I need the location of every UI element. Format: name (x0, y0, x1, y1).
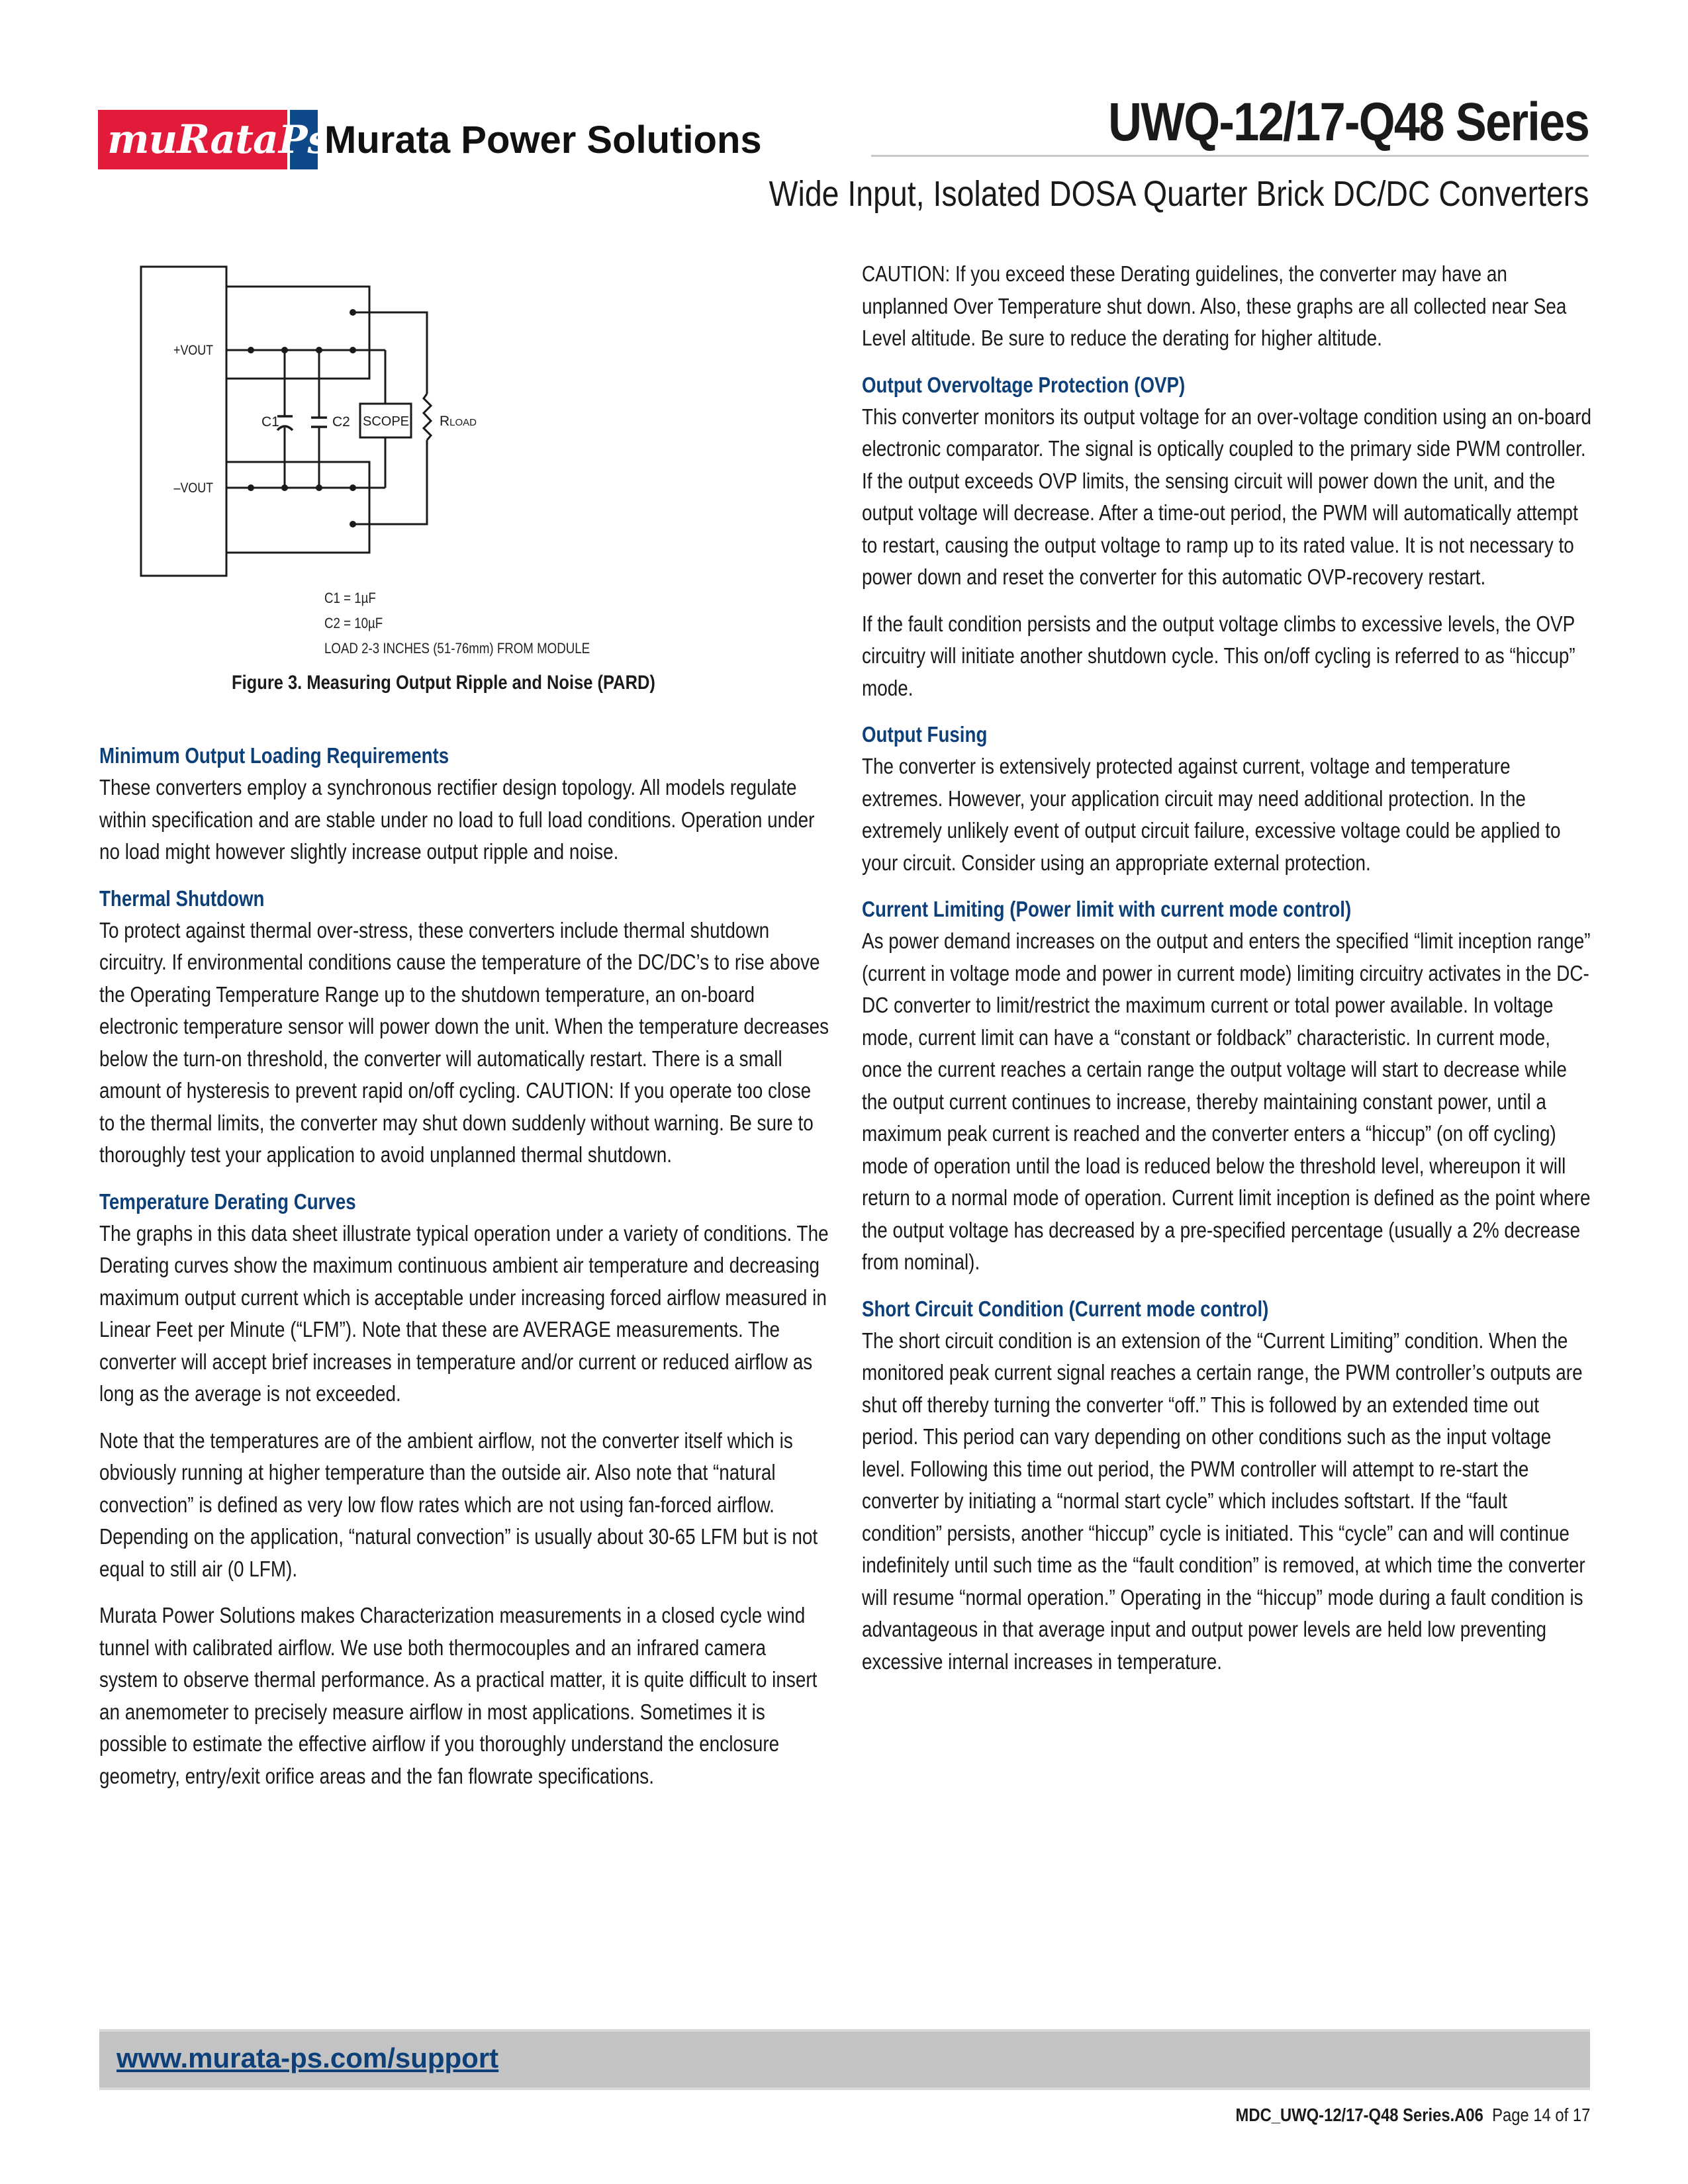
paragraph: The short circuit condition is an extension of the “Current Limiting” condition. When the monitored peak current signal reaches a certain range, the PWM controller’s outputs are shut off thereby turning the converter “off.” This is followed by an extended time out period. This period can vary depending on other conditions such as the input voltage level. Following this time out period, the PWM controller will attempt to re-start the converter by initiating a “normal start cycle” which includes softstart. If the “fault condition” persists, another “hiccup” cycle is initiated. This “cycle” can and will continue indefinitely until such time as the “fault condition” is removed, at which time the converter will resume “normal operation.” Operating in the “hiccup” mode during a fault condition is advantageous in that average input and output power levels are held low preventing excessive internal increases in temperature. (862, 1328, 1585, 1674)
header-divider (871, 155, 1589, 157)
paragraph: These converters employ a synchronous rectifier design topology. All models regulate within specification and are stable under no load to full load conditions. Operation under no load might however slightly increase output ripple and noise. (99, 775, 815, 864)
section-short-circuit (862, 1293, 1597, 1678)
rload-label-r: R (440, 414, 450, 429)
paragraph: The converter is extensively protected against current, voltage and temperature extremes. However, your application circuit may need additional protection. In the extremely unlikely event of output circuit failure, excessive voltage could be applied to your circuit. Consider using an appropriate external protection. (862, 754, 1561, 875)
vout-neg-outer-trace (226, 462, 369, 553)
section-output-fusing (862, 719, 1597, 879)
section-heading: Output Overvoltage Protection (OVP) (862, 372, 1186, 397)
module-box (141, 267, 226, 576)
section-heading: Output Fusing (862, 722, 988, 747)
section-heading: Current Limiting (Power limit with current mode control) (862, 897, 1352, 921)
figure-note-load: LOAD 2-3 INCHES (51-76mm) FROM MODULE (324, 640, 590, 657)
paragraph: To protect against thermal over-stress, these converters include thermal shutdown circuitry. If environmental conditions cause the temperature of the DC/DC’s to rise above the Operating Temperature Range up to the shutdown temperature, an on-board electronic temperature sensor will power down the unit. When the temperature decreases below the turn-on threshold, the converter will automatically restart. There is a small amount of hysteresis to prevent rapid on/off cycling. CAUTION: If you operate too close to the thermal limits, the converter may shut down suddenly without warning. Be sure to thoroughly test your application to avoid unplanned thermal shutdown. (99, 917, 829, 1167)
paragraph: Murata Power Solutions makes Characterization measurements in a closed cycle wind tunnel with calibrated airflow. We use both thermocouples and an infrared camera system to observe thermal performance. As a practical matter, it is quite difficult to insert an anemometer to precisely measure airflow in most applications. Sometimes it is possible to estimate the effective airflow if you thoroughly understand the enclosure geometry, entry/exit orifice areas and the fan flowrate specifications. (99, 1603, 818, 1788)
figure-notes (324, 586, 590, 661)
figure-note-c2: C2 = 10µF (324, 615, 383, 631)
c2-label: C2 (332, 414, 350, 430)
paragraph: CAUTION: If you exceed these Derating guidelines, the converter may have an unplanned Over Temperature shut down. Also, these graphs are all collected near Sea Level altitude. Be sure to reduce the derating for higher altitude. (862, 261, 1567, 350)
junction-dot (350, 347, 356, 353)
junction-dot (281, 347, 288, 353)
section-thermal-shutdown (99, 883, 827, 1171)
figure-note-c1: C1 = 1µF (324, 590, 376, 606)
junction-dot (350, 309, 356, 316)
rload-top-rail (353, 312, 427, 394)
vout-pos-outer-trace (226, 287, 369, 379)
ps-logo-text: Ps (278, 117, 330, 162)
support-link[interactable]: www.murata-ps.com/support (117, 2042, 499, 2073)
murata-logo-text: muRata (107, 116, 278, 163)
junction-dot (248, 347, 254, 353)
junction-dot (350, 521, 356, 527)
junction-dot (350, 484, 356, 491)
footer-doc-info (1235, 2105, 1590, 2126)
c1-label: C1 (261, 414, 279, 430)
paragraph: The graphs in this data sheet illustrate typical operation under a variety of conditions. The Derating curves show the maximum continuous ambient air temperature and decreasing maximum output current which is acceptable under increasing forced airflow measured in Linear Feet per Minute (“LFM”). Note that these are AVERAGE measurements. The converter will accept brief increases in temperature and/or current or reduced airflow as long as the average is not exceeded. (99, 1220, 829, 1406)
murata-logo (98, 110, 287, 169)
rload-label-sub: LOAD (449, 417, 477, 428)
vout-neg-label: –VOUT (173, 480, 213, 496)
figure-caption: Figure 3. Measuring Output Ripple and Noise (PARD) (232, 672, 655, 694)
paragraph: As power demand increases on the output and enters the specified “limit inception range” (current in voltage mode and power in current mode) limiting circuitry activates in the DC-DC converter to limit/restrict the maximum current or total power available. In voltage mode, current limit can have a “constant or foldback” characteristic. In current mode, once the current reaches a certain range the output voltage will start to decrease while the output current continues to increase, thereby maintaining constant power, until a maximum peak current is reached and the converter enters a “hiccup” (on off cycling) mode of operation until the load is reduced below the threshold level, whereupon it will return to a normal mode of operation. Current limit inception is defined as the point where the output voltage has decreased by a pre-specified percentage (usually a 2% decrease from nominal). (862, 929, 1591, 1274)
junction-dot (316, 347, 322, 353)
section-temperature-derating (99, 1186, 827, 1793)
rload-label (440, 414, 477, 429)
junction-dot (248, 484, 254, 491)
section-current-limiting (862, 893, 1597, 1279)
document-id: MDC_UWQ-12/17-Q48 Series.A06 (1235, 2105, 1483, 2125)
paragraph: If the fault condition persists and the output voltage climbs to excessive levels, the OVP circuitry will initiate another shutdown cycle. This on/off cycling is referred to as “hiccup” mode. (862, 611, 1575, 700)
ps-logo (278, 110, 330, 169)
right-column (862, 258, 1597, 1692)
page-title: UWQ-12/17-Q48 Series (1107, 92, 1589, 152)
page-number: Page 14 of 17 (1491, 2105, 1590, 2125)
left-column (99, 740, 827, 1807)
vout-pos-label: +VOUT (173, 342, 213, 359)
section-heading: Temperature Derating Curves (99, 1189, 356, 1214)
section-derating-caution (862, 258, 1597, 355)
page-subtitle: Wide Input, Isolated DOSA Quarter Brick DC/DC Converters (769, 174, 1589, 214)
section-ovp (862, 369, 1597, 705)
section-heading: Thermal Shutdown (99, 886, 265, 911)
section-heading: Minimum Output Loading Requirements (99, 743, 449, 768)
paragraph: Note that the temperatures are of the ambient airflow, not the converter itself which is obviously running at higher temperature than the outside air. Also note that “natural convection” is defined as very low flow rates which are not using fan-forced airflow. Depending on the application, “natural convection” is usually about 30-65 LFM but is not equal to still air (0 LFM). (99, 1428, 818, 1581)
paragraph: This converter monitors its output voltage for an over-voltage condition using an on-board electronic comparator. The signal is optically coupled to the primary side PWM controller. If the output exceeds OVP limits, the sensing circuit will power down the unit, and the output voltage will decrease. After a time-out period, the PWM will automatically attempt to restart, causing the output voltage to ramp up to its rated value. It is not necessary to power down and reset the converter for this automatic OVP-recovery restart. (862, 404, 1592, 589)
section-min-output-loading (99, 740, 827, 868)
junction-dot (281, 484, 288, 491)
section-heading: Short Circuit Condition (Current mode control) (862, 1296, 1269, 1321)
company-name: Murata Power Solutions (324, 118, 762, 161)
junction-dot (316, 484, 322, 491)
rload-bottom-rail (353, 440, 427, 524)
rload-resistor (424, 394, 431, 440)
scope-label: SCOPE (362, 414, 410, 429)
